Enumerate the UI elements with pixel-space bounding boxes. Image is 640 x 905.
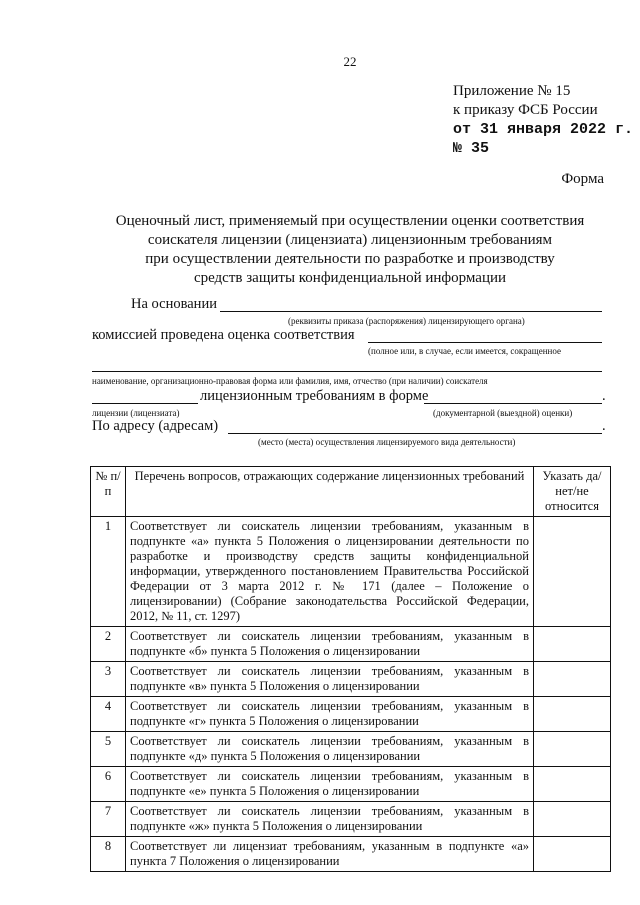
form-caption: (документарной (выездной) оценки) — [433, 408, 573, 418]
basis-label: На основании — [131, 296, 217, 312]
address-end: . — [602, 418, 606, 434]
title-line-1: Оценочный лист, применяемый при осуществлении оценки соответствия — [115, 213, 585, 229]
row-answer-cell[interactable] — [534, 517, 611, 627]
appendix-line-3: от 31 января 2022 г. — [453, 121, 634, 138]
page-number: 22 — [343, 54, 357, 69]
row-text: Соответствует ли соискатель лицензии требованиям, указанным в подпункте «а» пункта 5 Положения о лицензировании деятельности по разработке и производству средств защиты конфиденциальной информации, утвержденного постановлением Правительства Российской Федерации от 3 марта 2012 г. № 171 (далее – Положение о лицензировании) (Собрание законодательства Российской Федерации, 2012, № 11, ст. 1297) — [126, 517, 534, 627]
licensee-caption: лицензии (лицензиата) — [92, 408, 180, 418]
row-answer-cell[interactable] — [534, 732, 611, 767]
table-row — [91, 627, 611, 662]
row-num: 5 — [91, 732, 126, 767]
address-caption: (место (места) осуществления лицензируемого вида деятельности) — [258, 437, 516, 447]
row-num: 8 — [91, 837, 126, 872]
address-field-line[interactable] — [228, 433, 602, 434]
row-answer-cell[interactable] — [534, 767, 611, 802]
title-line-2: соискателя лицензии (лицензиата) лицензионным требованиям — [147, 232, 553, 248]
row-num: 1 — [91, 517, 126, 627]
header-answer: Указать да/нет/не относится — [534, 467, 611, 517]
row-text: Соответствует ли соискатель лицензии требованиям, указанным в подпункте «д» пункта 5 Положения о лицензировании — [126, 732, 534, 767]
table-row — [91, 767, 611, 802]
requirements-end: . — [602, 388, 606, 404]
requirements-text: лицензионным требованиям в форме — [200, 388, 429, 404]
header-questions: Перечень вопросов, отражающих содержание лицензионных требований — [126, 467, 534, 517]
name-field-line[interactable] — [92, 371, 602, 372]
row-text: Соответствует ли соискатель лицензии требованиям, указанным в подпункте «б» пункта 5 Положения о лицензировании — [126, 627, 534, 662]
table-row — [91, 837, 611, 872]
row-num: 2 — [91, 627, 126, 662]
row-text: Соответствует ли соискатель лицензии требованиям, указанным в подпункте «е» пункта 5 Положения о лицензировании — [126, 767, 534, 802]
table-row — [91, 697, 611, 732]
row-text: Соответствует ли соискатель лицензии требованиям, указанным в подпункте «в» пункта 5 Положения о лицензировании — [126, 662, 534, 697]
document-title — [60, 212, 640, 288]
row-answer-cell[interactable] — [534, 627, 611, 662]
row-num: 4 — [91, 697, 126, 732]
appendix-line-2: к приказу ФСБ России — [453, 102, 598, 118]
table-row — [91, 802, 611, 837]
table-row — [91, 517, 611, 627]
form-label: Форма — [561, 171, 604, 187]
row-answer-cell[interactable] — [534, 802, 611, 837]
commission-field-line[interactable] — [368, 342, 602, 343]
table-row — [91, 732, 611, 767]
table-row — [91, 662, 611, 697]
form-type-field-line[interactable] — [424, 403, 602, 404]
row-num: 7 — [91, 802, 126, 837]
basis-field-line[interactable] — [220, 311, 602, 312]
requirements-table — [90, 466, 611, 872]
basis-caption: (реквизиты приказа (распоряжения) лицензирующего органа) — [288, 316, 525, 326]
row-num: 3 — [91, 662, 126, 697]
title-line-3: при осуществлении деятельности по разработке и производству — [145, 251, 555, 267]
row-answer-cell[interactable] — [534, 697, 611, 732]
title-line-4: средств защиты конфиденциальной информации — [193, 270, 507, 286]
appendix-block — [453, 82, 633, 158]
appendix-line-1: Приложение № 15 — [453, 83, 571, 99]
header-num: № п/п — [91, 467, 126, 517]
commission-label: комиссией проведена оценка соответствия — [92, 327, 355, 343]
row-answer-cell[interactable] — [534, 837, 611, 872]
table-header-row — [91, 467, 611, 517]
row-answer-cell[interactable] — [534, 662, 611, 697]
address-label: По адресу (адресам) — [92, 418, 219, 434]
applicant-field-line[interactable] — [92, 403, 198, 404]
row-num: 6 — [91, 767, 126, 802]
commission-caption: (полное или, в случае, если имеется, сокращенное — [368, 346, 561, 356]
name-caption: наименование, организационно-правовая форма или фамилия, имя, отчество (при наличии) соискателя — [92, 376, 488, 386]
row-text: Соответствует ли соискатель лицензии требованиям, указанным в подпункте «г» пункта 5 Положения о лицензировании — [126, 697, 534, 732]
appendix-line-4: № 35 — [453, 140, 490, 157]
row-text: Соответствует ли лицензиат требованиям, указанным в подпункте «а» пункта 7 Положения о лицензировании — [126, 837, 534, 872]
row-text: Соответствует ли соискатель лицензии требованиям, указанным в подпункте «ж» пункта 5 Положения о лицензировании — [126, 802, 534, 837]
